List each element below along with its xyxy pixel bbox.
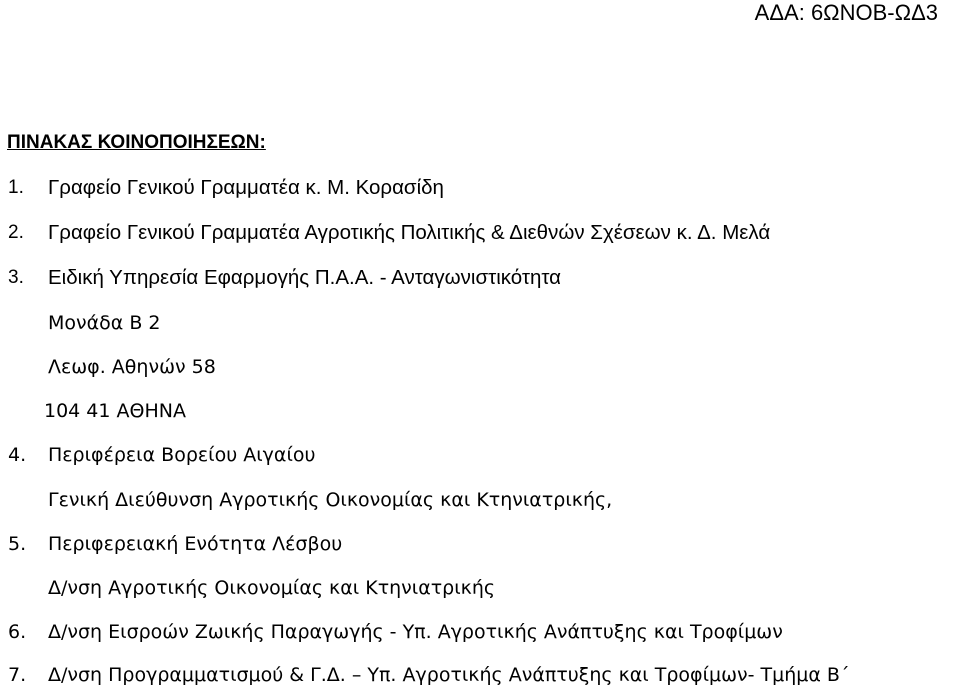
list-item-text: Γραφείο Γενικού Γραμματέα Αγροτικής Πολιτικής & Διεθνών Σχέσεων κ. Δ. Μελά bbox=[48, 221, 771, 244]
list-item-text: Μονάδα Β 2 bbox=[48, 312, 161, 334]
distribution-list-heading: ΠΙΝΑΚΑΣ ΚΟΙΝΟΠΟΙΗΣΕΩΝ: bbox=[7, 132, 266, 153]
list-item-text: Δ/νση Εισροών Ζωικής Παραγωγής - Υπ. Αγροτικής Ανάπτυξης και Τροφίμων bbox=[48, 621, 783, 643]
list-item-text: Δ/νση Αγροτικής Οικονομίας και Κτηνιατρικής bbox=[48, 577, 496, 599]
list-item-text: Περιφέρεια Βορείου Αιγαίου bbox=[48, 444, 316, 466]
list-item-text: Γραφείο Γενικού Γραμματέα κ. Μ. Κορασίδη bbox=[48, 176, 444, 199]
list-item-number: 2. bbox=[8, 222, 24, 243]
list-item-text: Δ/νση Προγραμματισμού & Γ.Δ. – Υπ. Αγροτικής Ανάπτυξης και Τροφίμων- Τμήμα Β΄ bbox=[48, 664, 850, 686]
list-item-number: 3. bbox=[8, 267, 24, 288]
list-item-number: 7. bbox=[8, 664, 27, 686]
list-item-number: 1. bbox=[8, 177, 24, 198]
list-item-text: Γενική Διεύθυνση Αγροτικής Οικονομίας και Κτηνιατρικής, bbox=[48, 489, 613, 511]
list-item-text: Ειδική Υπηρεσία Εφαρμογής Π.Α.Α. - Ανταγωνιστικότητα bbox=[48, 266, 562, 289]
ada-code: ΑΔΑ: 6ΩΝΟΒ-ΩΔ3 bbox=[754, 0, 938, 25]
list-item-text: Λεωφ. Αθηνών 58 bbox=[48, 356, 216, 378]
list-item-text: 104 41 ΑΘΗΝΑ bbox=[44, 400, 186, 422]
list-item-number: 6. bbox=[8, 621, 27, 643]
list-item-number: 5. bbox=[8, 533, 27, 555]
list-item-text: Περιφερειακή Ενότητα Λέσβου bbox=[48, 533, 343, 555]
list-item-number: 4. bbox=[8, 444, 27, 466]
